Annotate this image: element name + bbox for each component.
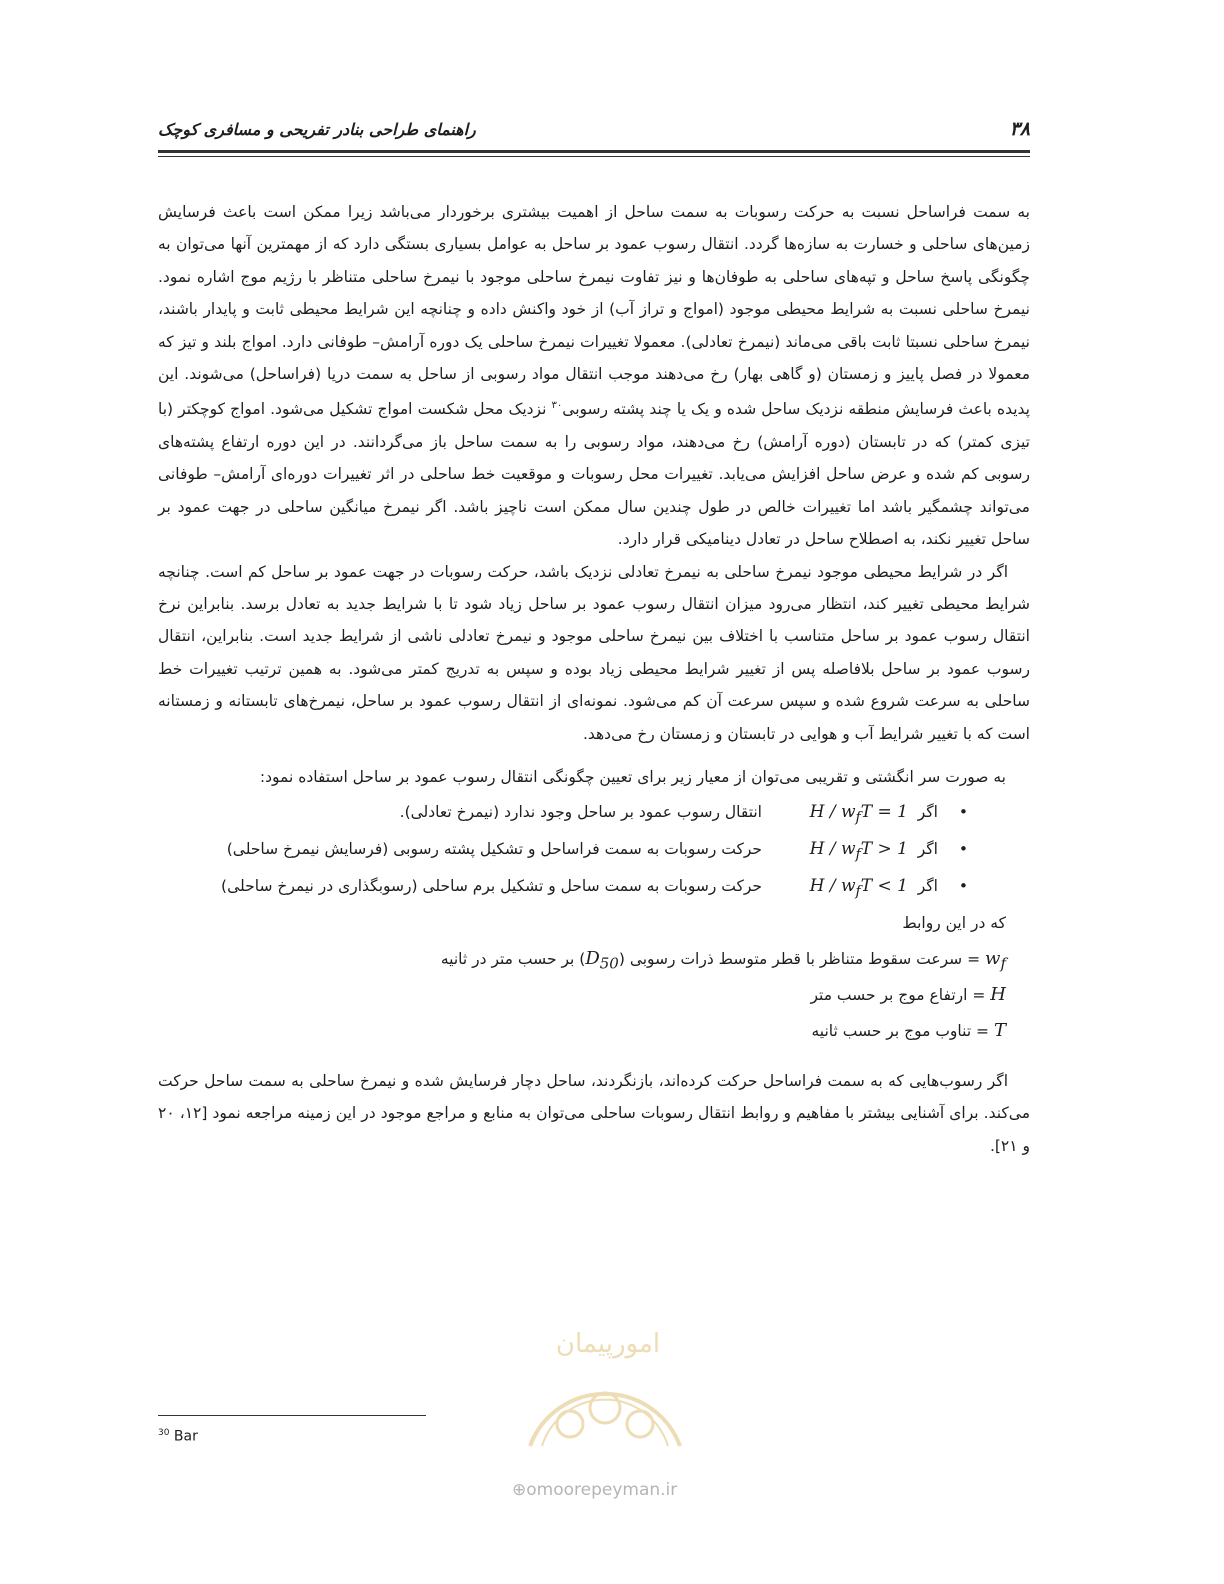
page-body — [158, 196, 1030, 1162]
where-text: که در این روابط — [902, 914, 1006, 933]
watermark-url: ⊕omoorepeyman.ir — [512, 1480, 678, 1500]
closing-paragraph: اگر رسوب‌هایی که به سمت فراساحل حرکت کرده‌اند، بازنگردند، ساحل دچار فرسایش شده و نیمرخ ساحلی به سمت ساحل حرکت می‌کند. برای آشنایی بیشتر با مفاهیم و روابط انتقال رسوبات ساحلی می‌توان به منابع و مراجع موجود در این زمینه مراجعه نمود [۱۲، ۲۰ و ۲۱]. — [158, 1072, 1030, 1155]
paragraph-2: اگر در شرایط محیطی موجود نیمرخ ساحلی به نیمرخ تعادلی نزدیک باشد، حرکت رسوبات در جهت عمود بر ساحل کم است. چنانچه شرایط محیطی تغییر کند، انتظار می‌رود میزان انتقال رسوب عمود بر ساحل زیاد شود تا با شرایط جدید به تعادل برسد. بنابراین نرخ انتقال رسوب عمود بر ساحل متناسب با اختلاف بین نیمرخ ساحلی موجود و نیمرخ تعادلی ناشی از شرایط جدید است. بنابراین، انتقال رسوب عمود بر ساحل بلافاصله پس از تغییر شرایط محیطی زیاد بوده و سپس به تدریج کمتر می‌شود. به همین ترتیب تغییرات خط ساحلی به سرعت شروع شده و سپس سرعت آن کم می‌شود. نمونه‌ای از انتقال رسوب عمود بر ساحل، نیمرخ‌های تابستانه و زمستانه است که با تغییر شرایط آب و هوایی در تابستان و زمستان رخ می‌دهد. — [158, 562, 1030, 743]
page-header — [158, 118, 1030, 152]
criteria-item — [158, 794, 1030, 831]
definition-t: T = تناوب موج بر حسب ثانیه — [811, 1020, 1006, 1042]
criteria-formula: $H / w_fT = 1$ — [809, 802, 908, 826]
bullet-icon: • — [958, 877, 968, 896]
watermark-logo-text: امورپیمان — [555, 1329, 661, 1359]
definition-symbol: $w_f$ — [985, 948, 1006, 973]
criteria-list — [158, 794, 1030, 905]
watermark-logo-icon — [490, 1296, 720, 1456]
header-rule-thick — [158, 150, 1030, 153]
definition-h: H = ارتفاع موج بر حسب متر — [810, 984, 1006, 1006]
definition-symbol: T — [993, 1020, 1006, 1042]
paragraph-1 — [158, 196, 1030, 556]
criteria-formula: $H / w_fT > 1$ — [809, 839, 908, 863]
criteria-description: حرکت رسوبات به سمت فراساحل و تشکیل پشته رسوبی (فرسایش نیمرخ ساحلی) — [226, 840, 762, 859]
criteria-formula: $H / w_fT < 1$ — [809, 876, 908, 900]
criteria-description: انتقال رسوب عمود بر ساحل وجود ندارد (نیمرخ تعادلی). — [399, 803, 762, 822]
footnote-rule — [158, 1415, 426, 1416]
criteria-if: اگر — [917, 803, 938, 822]
criteria-intro: به صورت سر انگشتی و تقریبی می‌توان از معیار زیر برای تعیین چگونگی انتقال رسوب عمود بر ساحل استفاده نمود: — [259, 768, 1006, 787]
bullet-icon: • — [958, 840, 968, 859]
footnote-text: Bar — [173, 1428, 198, 1445]
footnote-reference: ۳۰ — [551, 400, 563, 412]
header-rule-thin — [158, 156, 1030, 157]
criteria-item — [158, 868, 1030, 905]
definitions-list — [158, 941, 1030, 1049]
criteria-description: حرکت رسوبات به سمت ساحل و تشکیل برم ساحلی (رسوبگذاری در نیمرخ ساحلی) — [221, 877, 762, 896]
page-number: ۳۸ — [1009, 118, 1030, 140]
footnote-number: 30 — [158, 1428, 170, 1438]
definition-wf: $w_f$ = سرعت سقوط متناظر با قطر متوسط ذرات رسوبی $(D_{50})$ بر حسب متر در ثانیه — [440, 948, 1006, 973]
criteria-item — [158, 831, 1030, 868]
paragraph-1-continued: نزدیک محل شکست امواج تشکیل می‌شود. امواج کوچکتر (با تیزی کمتر) که در تابستان (دوره آرامش) رخ می‌دهند، مواد رسوبی را به سمت ساحل باز می‌گردانند. در این دوره ارتفاع پشته‌های رسوبی کم شده و عرض ساحل افزایش می‌یابد. تغییرات محل رسوبات و موقعیت خط ساحلی در اثر تغییرات دوره‌ای آرامش– طوفانی می‌تواند چشمگیر باشد اما تغییرات خالص در طول چندین سال ممکن است ناچیز باشد. اگر نیمرخ میانگین ساحلی در جهت عمود بر ساحل تغییر نکند، به اصطلاح ساحل در تعادل دینامیکی قرار دارد. — [158, 400, 1030, 549]
running-title: راهنمای طراحی بنادر تفریحی و مسافری کوچک — [158, 120, 476, 139]
paragraph-1-text: به سمت فراساحل نسبت به حرکت رسوبات به سمت ساحل از اهمیت بیشتری برخوردار می‌باشد زیرا ممکن است باعث فرسایش زمین‌های ساحلی و خسارت به سازه‌ها گردد. انتقال رسوب عمود بر ساحل به عوامل بسیاری بستگی دارد که از مهمترین آنها می‌توان به چگونگی پاسخ ساحل و تپه‌های ساحلی به طوفان‌ها و نیز تفاوت نیمرخ ساحلی موجود با نیمرخ ساحلی متناظر با رژیم موج اشاره نمود. نیمرخ ساحلی نسبت به شرایط محیطی موجود (امواج و تراز آب) از خود واکنش داده و چنانچه این شرایط محیطی ثابت و پایدار باشند، نیمرخ ساحلی نسبتا ثابت باقی می‌ماند (نیمرخ تعادلی). معمولا تغییرات نیمرخ ساحلی یک دوره آرامش– طوفانی دارد. امواج بلند و تیز که معمولا در فصل پاییز و زمستان (و گاهی بهار) رخ می‌دهند موجب انتقال مواد رسوبی از ساحل به سمت دریا (فراساحل) می‌شوند. این پدیده باعث فرسایش منطقه نزدیک ساحل شده و یک یا چند پشته رسوبی — [158, 203, 1030, 419]
criteria-if: اگر — [917, 840, 938, 859]
bullet-icon: • — [958, 803, 968, 822]
definition-symbol: H — [990, 984, 1006, 1006]
footnote — [158, 1428, 198, 1445]
criteria-if: اگر — [917, 877, 938, 896]
d50-symbol: $D_{50}$ — [585, 948, 619, 973]
